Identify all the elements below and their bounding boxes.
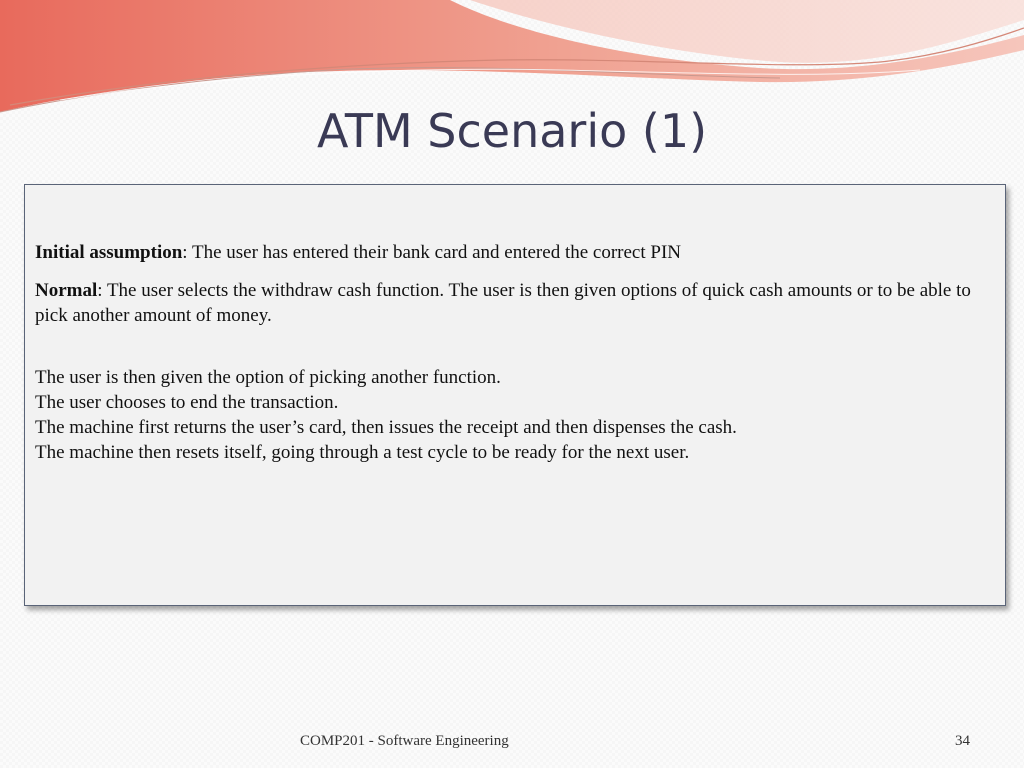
scenario-line: The user chooses to end the transaction. — [35, 392, 339, 413]
scenario-line: The machine first returns the user’s card, then issues the receipt and then dispenses the cash. — [35, 417, 737, 438]
scenario-line: The machine then resets itself, going through a test cycle to be ready for the next user. — [35, 442, 690, 463]
slide-title: ATM Scenario (1) — [316, 104, 708, 158]
scenario-line: The user is then given the option of picking another function. — [35, 367, 501, 388]
paragraph-gap — [35, 341, 989, 365]
footer-course-name: COMP201 - Software Engineering — [300, 733, 509, 749]
initial-assumption-label: Initial assumption — [35, 242, 183, 263]
normal-label: Normal — [35, 280, 98, 301]
slide-number: 34 — [955, 733, 970, 749]
normal-paragraph — [35, 278, 989, 328]
content-box — [24, 184, 1006, 606]
content-body — [35, 240, 989, 465]
initial-assumption-text: : The user has entered their bank card and entered the correct PIN — [182, 242, 682, 263]
normal-text: : The user selects the withdraw cash function. The user is then given options of quick cash amounts or to be able to pick another amount of money. — [35, 280, 971, 326]
initial-assumption-paragraph — [35, 240, 989, 265]
